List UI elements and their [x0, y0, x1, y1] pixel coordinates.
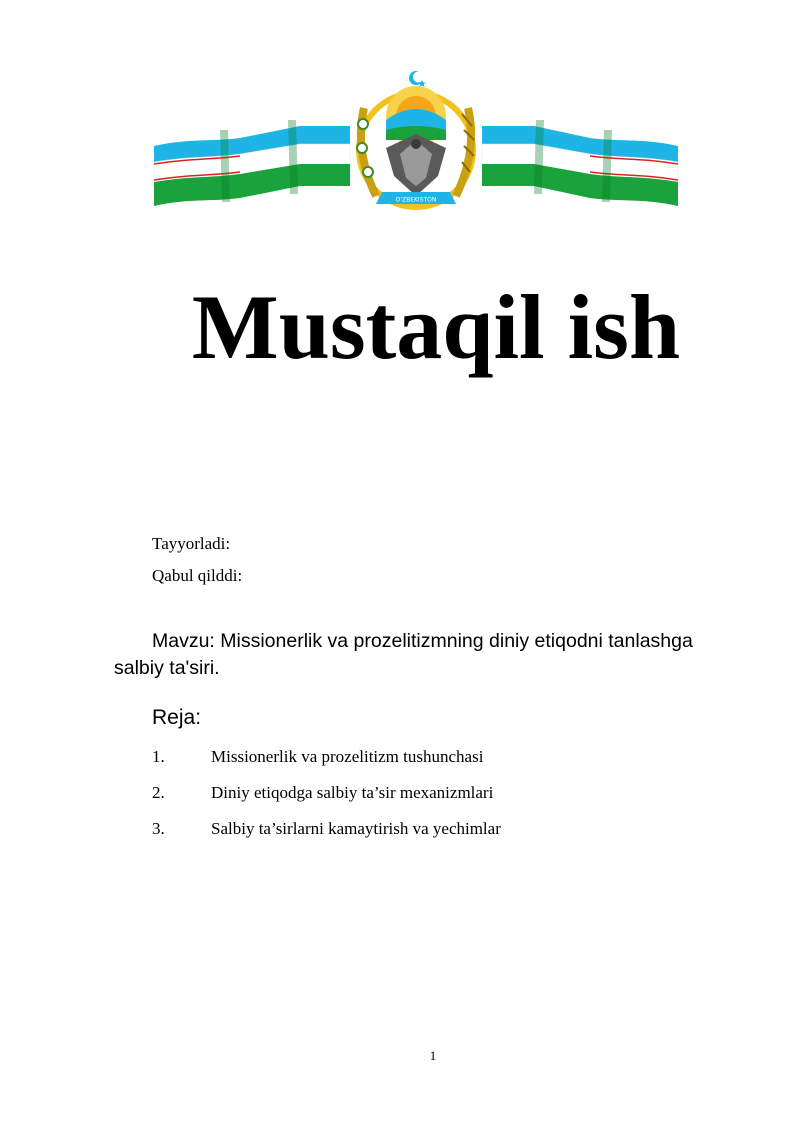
state-emblem-banner	[150, 68, 682, 210]
prepared-by-label: Tayyorladi:	[152, 534, 231, 553]
document-title: Mustaqil ish	[191, 276, 681, 378]
list-item-number: 2.	[152, 783, 165, 802]
list-item-text: Missionerlik va prozelitizm tushunchasi	[211, 747, 484, 766]
emblem-medallion	[356, 71, 476, 210]
plan-list	[152, 747, 501, 855]
list-item-number: 3.	[152, 819, 165, 838]
list-item-text: Diniy etiqodga salbiy ta’sir mexanizmlari	[211, 783, 494, 802]
list-item	[152, 783, 501, 819]
accepted-by-label: Qabul qilddi:	[152, 566, 243, 585]
list-item	[152, 819, 501, 855]
topic-paragraph: Mavzu: Missionerlik va prozelitizmning diniy etiqodni tanlashga salbiy ta'siri.	[114, 630, 693, 679]
list-item-number: 1.	[152, 747, 165, 766]
list-item	[152, 747, 501, 783]
page-number: 1	[429, 1048, 437, 1063]
svg-text:O'ZBEKISTON: O'ZBEKISTON	[395, 196, 437, 204]
state-emblem-icon	[150, 68, 682, 210]
flag-ribbon-right	[482, 120, 678, 206]
list-item-text: Salbiy ta’sirlarni kamaytirish va yechimlar	[211, 819, 501, 838]
flag-ribbon-left	[154, 120, 350, 206]
plan-heading: Reja:	[152, 706, 202, 729]
